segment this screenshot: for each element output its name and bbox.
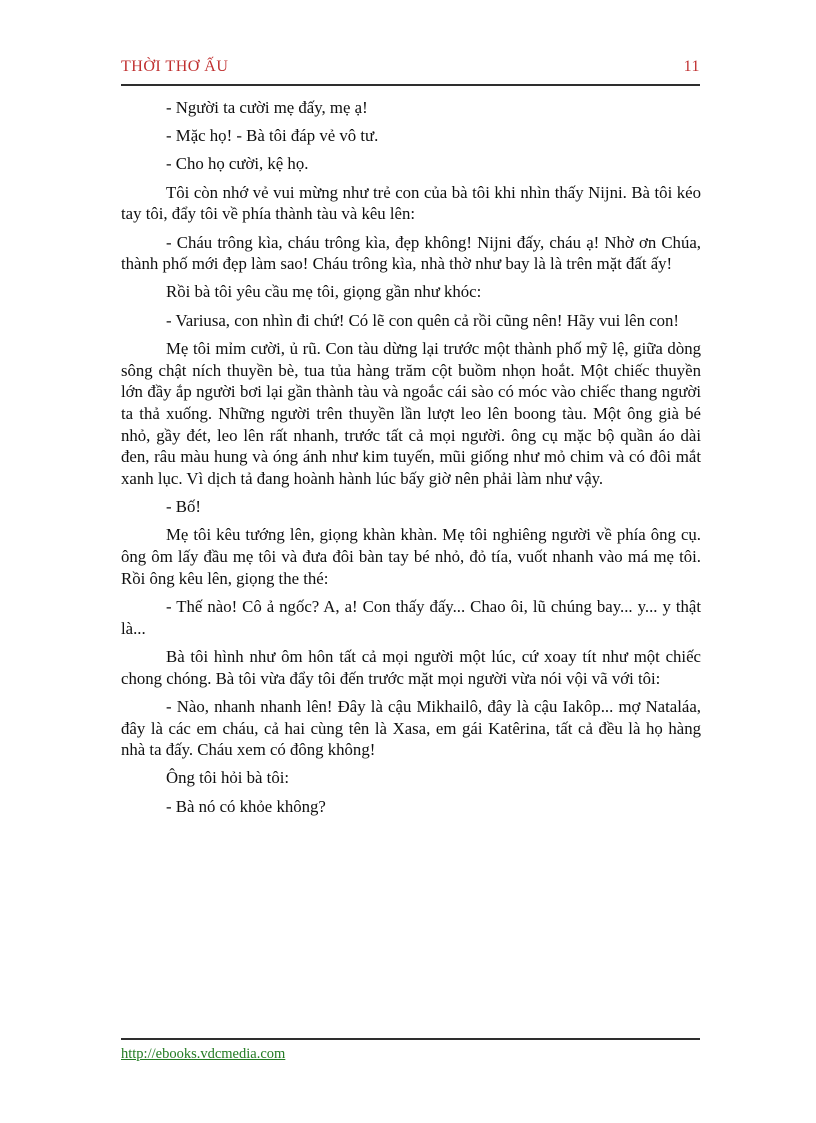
paragraph: - Thế nào! Cô ả ngốc? A, a! Con thấy đấy... Chao ôi, lũ chúng bay... y... y thật là... bbox=[121, 597, 701, 638]
book-title: THỜI THƠ ẤU bbox=[121, 58, 229, 75]
paragraph: - Cho họ cười, kệ họ. bbox=[166, 154, 309, 174]
footer-link[interactable]: http://ebooks.vdcmedia.com bbox=[121, 1046, 286, 1062]
page-body bbox=[121, 97, 701, 824]
paragraph: Ông tôi hỏi bà tôi: bbox=[166, 768, 290, 788]
paragraph: - Variusa, con nhìn đi chứ! Có lẽ con quên cả rồi cũng nên! Hãy vui lên con! bbox=[166, 310, 680, 330]
paragraph: - Bố! bbox=[166, 497, 201, 517]
paragraph: Rồi bà tôi yêu cầu mẹ tôi, giọng gần như khóc: bbox=[166, 282, 482, 302]
paragraph: - Bà nó có khỏe không? bbox=[166, 796, 326, 816]
paragraph: - Mặc họ! - Bà tôi đáp vẻ vô tư. bbox=[166, 126, 379, 146]
page-header bbox=[121, 58, 700, 76]
page-number: 11 bbox=[683, 58, 700, 75]
footer-rule bbox=[121, 1038, 700, 1040]
paragraph: Bà tôi hình như ôm hôn tất cả mọi người một lúc, cứ xoay tít như một chiếc chong chóng. Bà tôi vừa đẩy tôi đến trước mặt mọi người vừa nói vội vã với tôi: bbox=[121, 646, 701, 688]
page-footer bbox=[121, 1046, 285, 1063]
paragraph: - Người ta cười mẹ đấy, mẹ ạ! bbox=[166, 98, 368, 117]
paragraph: - Nào, nhanh nhanh lên! Đây là cậu Mikhailô, đây là cậu Iakôp... mợ Nataláa, đây là các em cháu, cả hai cùng tên là Xasa, em gái Katêrina, tất cả đều là họ hàng nhà ta đấy. Cháu xem có đông không! bbox=[121, 696, 701, 760]
header-rule bbox=[121, 84, 700, 86]
paragraph: Mẹ tôi mỉm cười, ủ rũ. Con tàu dừng lại trước một thành phố mỹ lệ, giữa dòng sông chật ních thuyền bè, tua tủa hàng trăm cột buồm nhọn hoắt. Một chiếc thuyền lớn đầy ắp người bơi lại gần thành tàu và ngoắc cái sào có móc vào chiếc thang người ta thả xuống. Những người trên thuyền lần lượt leo lên boong tàu. Một ông già bé nhỏ, gầy đét, leo lên rất nhanh, trước tất cả mọi người. ông cụ mặc bộ quần áo dài đen, râu màu hung và óng ánh như kim tuyến, mũi giống như mỏ chim và có đôi mắt xanh lục. Vì dịch tả đang hoành hành lúc bấy giờ nên phải làm như vậy. bbox=[121, 338, 701, 489]
paragraph: - Cháu trông kìa, cháu trông kìa, đẹp không! Nijni đấy, cháu ạ! Nhờ ơn Chúa, thành phố mới đẹp làm sao! Cháu trông kìa, nhà thờ như bay là là trên mặt đất ấy! bbox=[121, 232, 701, 274]
paragraph: Mẹ tôi kêu tướng lên, giọng khàn khàn. Mẹ tôi nghiêng người về phía ông cụ. ông ôm lấy đầu mẹ tôi và đưa đôi bàn tay bé nhỏ, đỏ tía, vuốt nhanh vào má mẹ tôi. Rồi ông kêu lên, giọng the thé: bbox=[121, 525, 701, 588]
paragraph: Tôi còn nhớ vẻ vui mừng như trẻ con của bà tôi khi nhìn thấy Nijni. Bà tôi kéo tay tôi, đẩy tôi về phía thành tàu và kêu lên: bbox=[121, 182, 701, 224]
